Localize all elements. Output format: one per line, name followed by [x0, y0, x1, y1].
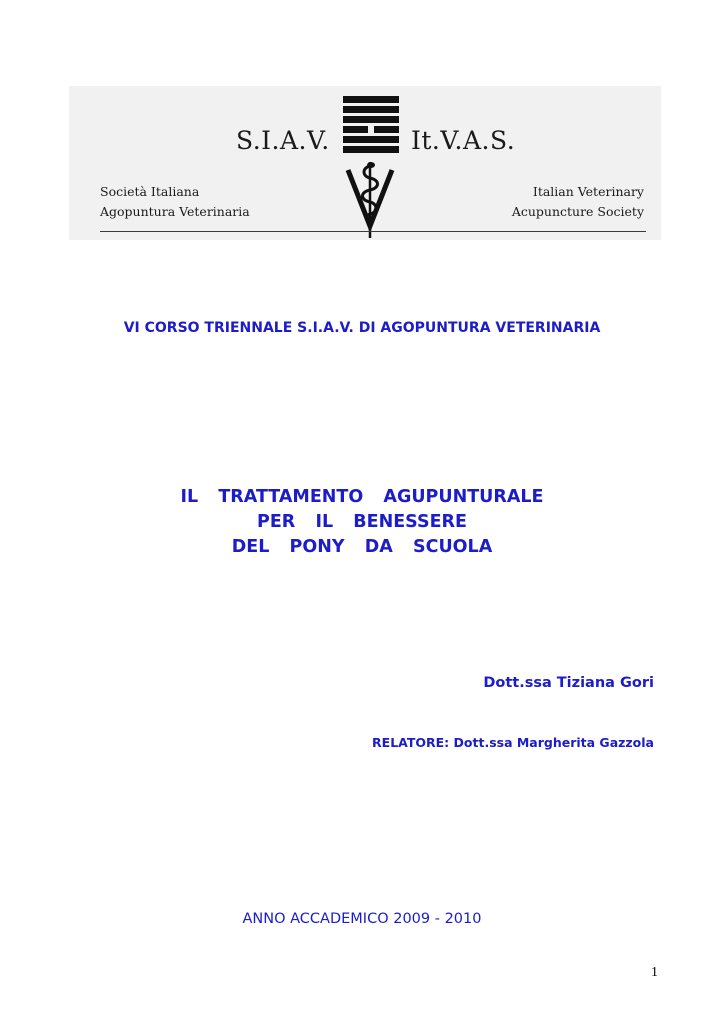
thesis-title-line: DEL PONY DA SCUOLA [231, 537, 493, 557]
thesis-title [0, 485, 724, 560]
letterhead [69, 86, 661, 240]
letterhead-right-subtitle [512, 182, 644, 222]
author-name: Dott.ssa Tiziana Gori [483, 675, 654, 691]
caduceus-icon [340, 160, 400, 240]
trigram-icon [341, 96, 401, 158]
academic-year: ANNO ACCADEMICO 2009 - 2010 [242, 911, 482, 927]
thesis-title-line: PER IL BENESSERE [257, 512, 467, 532]
letterhead-left-title: S.I.A.V. [236, 126, 330, 155]
letterhead-right-subtitle-line: Acupuncture Society [511, 204, 644, 219]
letterhead-right-title: It.V.A.S. [411, 126, 516, 155]
supervisor-name: RELATORE: Dott.ssa Margherita Gazzola [372, 735, 654, 750]
course-heading: VI CORSO TRIENNALE S.I.A.V. DI AGOPUNTURA VETERINARIA [123, 320, 601, 336]
page-number: 1 [651, 965, 658, 980]
thesis-title-line: IL TRATTAMENTO AGUPUNTURALE [180, 487, 544, 507]
letterhead-left-subtitle-line: Società Italiana [100, 184, 200, 199]
letterhead-left-subtitle [100, 182, 250, 222]
letterhead-left-subtitle-line: Agopuntura Veterinaria [100, 204, 250, 219]
letterhead-divider [100, 231, 646, 232]
letterhead-right-subtitle-line: Italian Veterinary [532, 184, 644, 199]
